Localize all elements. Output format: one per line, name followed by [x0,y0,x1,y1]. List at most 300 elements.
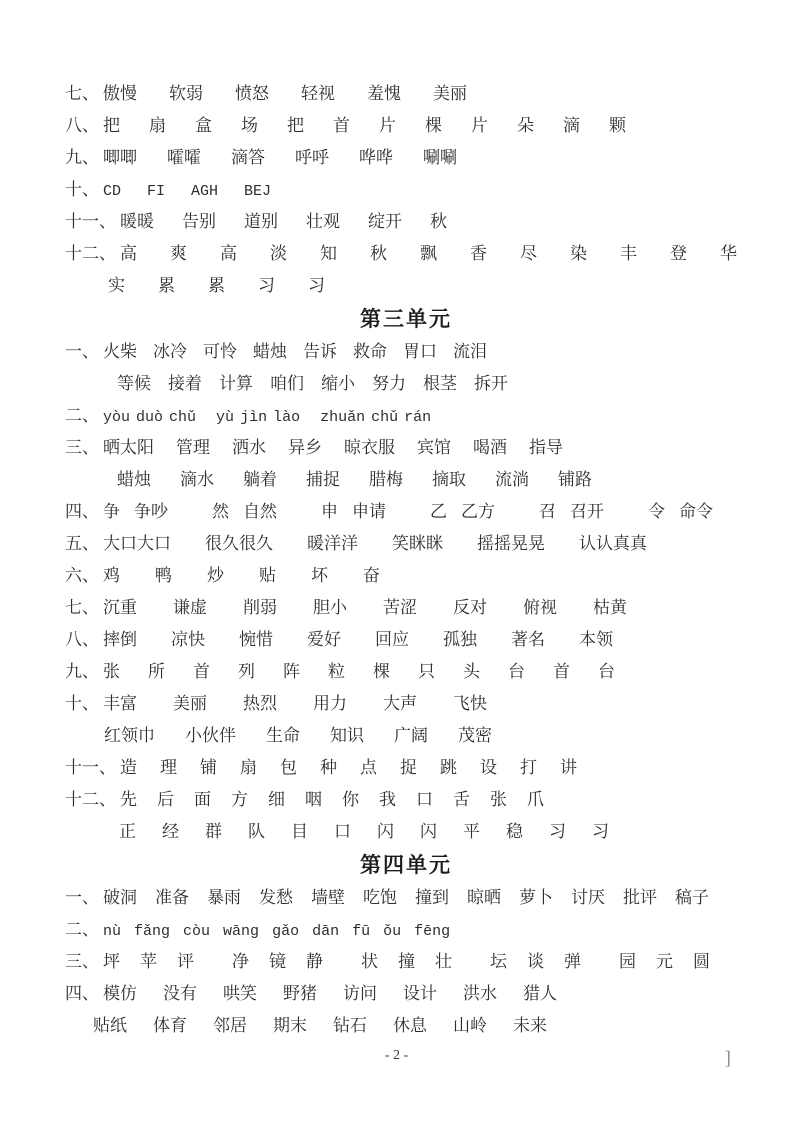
word: 然 [212,502,229,521]
word: BEJ [244,183,272,200]
word: 惋惜 [239,630,273,649]
word: 壮 [435,952,452,971]
word: 羞愧 [367,84,401,103]
word: 静 [306,952,323,971]
word: 闪 [420,822,437,841]
word: 自然 [243,502,277,521]
word-list [103,688,487,720]
word-line [65,368,747,400]
word: 阵 [283,662,300,681]
word: 接着 [168,374,202,393]
word: 枯黄 [593,598,627,617]
word: 反对 [453,598,487,617]
word: 唧唧 [103,148,137,167]
word: 暴雨 [207,888,241,907]
word: 壮观 [306,212,340,231]
word: 哄笑 [223,984,257,1003]
word: 吃饱 [363,888,397,907]
word: fǎng [134,923,171,940]
word: 本领 [579,630,613,649]
word: 大声 [383,694,417,713]
word: 回应 [375,630,409,649]
word: 贴纸 [93,1016,127,1035]
word: 把 [287,116,304,135]
word-list [103,978,557,1010]
word: 方 [231,790,248,809]
word-line [65,720,747,752]
word: 认认真真 [579,534,647,553]
word: 面 [194,790,211,809]
word: 园 [619,952,636,971]
word: 热烈 [243,694,277,713]
word-list [103,336,487,368]
word: 元 [656,952,673,971]
word: 净 [232,952,249,971]
word: 躺着 [243,470,277,489]
word: 张 [103,662,120,681]
word: 削弱 [243,598,277,617]
word: 美丽 [433,84,467,103]
word: 大口大口 [103,534,171,553]
word: 累 [158,276,175,295]
word: 状 [361,952,378,971]
word-line [65,174,747,206]
word-list [120,752,577,784]
word: 鸭 [155,566,172,585]
word: 飘 [420,244,437,263]
word: 经 [162,822,179,841]
line-label: 三、 [65,952,99,971]
word-line [65,400,747,432]
word: 跳 [440,758,457,777]
word: 蜡烛 [117,470,151,489]
word: 洪水 [463,984,497,1003]
word: nù [103,923,122,940]
word: 坛 [490,952,507,971]
word: 习 [308,276,325,295]
word: 努力 [372,374,406,393]
word-line [65,914,747,946]
word: fū [352,923,371,940]
word: 俯视 [523,598,557,617]
line-label: 九、 [65,148,99,167]
word: 晾晒 [467,888,501,907]
word: 棵 [425,116,442,135]
word: 撞到 [415,888,449,907]
word: 丰 [620,244,637,263]
word: 片 [471,116,488,135]
word-group [539,496,604,528]
word: 稳 [506,822,523,841]
word: 点 [360,758,377,777]
word-group [619,946,710,978]
word: 摇摇晃晃 [477,534,545,553]
word-group [103,496,168,528]
word-group [430,496,495,528]
word: 绽开 [368,212,402,231]
word: 唰唰 [423,148,457,167]
word: 圆 [693,952,710,971]
word: 坏 [311,566,328,585]
word: 暖洋洋 [307,534,358,553]
word-list [103,624,613,656]
word: 告别 [182,212,216,231]
word: chǔ [169,409,197,426]
word: 后 [157,790,174,809]
word: 软弱 [169,84,203,103]
word: 铺路 [558,470,592,489]
word-line [65,142,747,174]
word: 谈 [527,952,544,971]
word: 摔倒 [103,630,137,649]
word: 流泪 [453,342,487,361]
word: 所 [148,662,165,681]
word: yù [216,409,235,426]
word-line [65,946,747,978]
word-list [103,916,450,948]
word: 猎人 [523,984,557,1003]
word: 钻石 [333,1016,367,1035]
word: duò [136,409,164,426]
word-list [103,142,457,174]
word: 棵 [373,662,390,681]
page-footer [0,1048,793,1064]
word: 召开 [570,502,604,521]
word: 镜 [269,952,286,971]
word: 华 [720,244,737,263]
word: 访问 [343,984,377,1003]
word: 期末 [273,1016,307,1035]
word-group [103,946,194,978]
word-line [65,496,747,528]
word: 美丽 [173,694,207,713]
line-label: 五、 [65,534,99,553]
word: 召 [539,502,556,521]
word: 首 [333,116,350,135]
word: 正 [119,822,136,841]
word: 批评 [623,888,657,907]
word-list [117,464,592,496]
word: 习 [549,822,566,841]
word: 高 [120,244,137,263]
word: lào [273,409,301,426]
word: 张 [490,790,507,809]
word: 洒水 [232,438,266,457]
word-list [103,560,380,592]
word: ǒu [383,923,402,940]
word: 讲 [560,758,577,777]
word-list [93,1010,547,1042]
word: 指导 [529,438,563,457]
word-list [103,592,627,624]
word: 鸡 [103,566,120,585]
line-label: 四、 [65,984,99,1003]
word: 坪 [103,952,120,971]
word: 飞快 [453,694,487,713]
word: 弹 [564,952,581,971]
word: 申 [321,502,338,521]
word-line [65,270,747,302]
word: 理 [160,758,177,777]
word: 红领巾 [104,726,155,745]
word: 捕捉 [306,470,340,489]
line-label: 四、 [65,502,99,521]
word: chǔ [371,409,399,426]
word: dān [312,923,340,940]
word-list [119,816,609,848]
word: 生命 [266,726,300,745]
word-list [120,206,447,238]
word: 苦涩 [383,598,417,617]
word: 胃口 [403,342,437,361]
word-line [65,816,747,848]
word: 破洞 [103,888,137,907]
word: 包 [280,758,297,777]
word: 管理 [176,438,210,457]
word-list [103,78,467,110]
word: 苹 [140,952,157,971]
word-group [648,496,713,528]
word-group [321,496,386,528]
word: 根茎 [423,374,457,393]
word: 乙 [430,502,447,521]
word: 告诉 [303,342,337,361]
section-heading: 第三单元 [360,307,452,331]
word-group [216,402,300,434]
line-label: 十、 [65,694,99,713]
word: 滴 [563,116,580,135]
word-list [108,270,325,302]
line-label: 七、 [65,598,99,617]
word: 野猪 [283,984,317,1003]
word: 台 [598,662,615,681]
word-group [103,402,196,434]
word: yòu [103,409,131,426]
word: 命令 [679,502,713,521]
word: 种 [320,758,337,777]
word: 发愁 [259,888,293,907]
word: 先 [120,790,137,809]
word: 首 [553,662,570,681]
word: 爱好 [307,630,341,649]
word-line [65,432,747,464]
word: 习 [592,822,609,841]
word: 贴 [259,566,276,585]
word: 凉快 [171,630,205,649]
word: 等候 [117,374,151,393]
line-label: 六、 [65,566,99,585]
word-group [232,946,323,978]
word: 群 [205,822,222,841]
word: 盒 [195,116,212,135]
word-line [65,206,747,238]
word: 萝卜 [519,888,553,907]
word: 没有 [163,984,197,1003]
word-line [65,592,747,624]
line-label: 八、 [65,630,99,649]
word-group [361,946,452,978]
word: 评 [177,952,194,971]
section-heading: 第四单元 [360,853,452,877]
word: 火柴 [103,342,137,361]
word-list [103,946,710,978]
word: 蜡烛 [253,342,287,361]
word: 胆小 [313,598,347,617]
word: 淡 [270,244,287,263]
word: 习 [258,276,275,295]
word: 滴水 [180,470,214,489]
word: 傲慢 [103,84,137,103]
word: 实 [108,276,125,295]
word: wāng [223,923,260,940]
word: 冰冷 [153,342,187,361]
word-list [103,402,431,434]
word: 口 [334,822,351,841]
word: 讨厌 [571,888,605,907]
word: 喝酒 [473,438,507,457]
word: 打 [520,758,537,777]
line-label: 八、 [65,116,99,135]
word: 摘取 [432,470,466,489]
word-list [120,784,544,816]
line-label: 十一、 [65,212,116,231]
word: 扇 [149,116,166,135]
word: 登 [670,244,687,263]
word: 滴答 [231,148,265,167]
word: 捉 [400,758,417,777]
word-line [65,336,747,368]
word: 乙方 [461,502,495,521]
word: 台 [508,662,525,681]
word: 休息 [393,1016,427,1035]
word: 口 [416,790,433,809]
line-label: 二、 [65,406,99,425]
word: 累 [208,276,225,295]
word: 呼呼 [295,148,329,167]
word: 片 [379,116,396,135]
word: 奋 [363,566,380,585]
word: 首 [193,662,210,681]
word: 细 [268,790,285,809]
word: 炒 [207,566,224,585]
word: 舌 [453,790,470,809]
word: 广阔 [394,726,428,745]
word: 争 [103,502,120,521]
word: 缩小 [321,374,355,393]
word: 高 [220,244,237,263]
word-list [103,110,626,142]
word-group [212,496,277,528]
word: jìn [240,409,268,426]
word: 造 [120,758,137,777]
word: 笑眯眯 [392,534,443,553]
line-label: 三、 [65,438,99,457]
word: 令 [648,502,665,521]
word: AGH [191,183,219,200]
word: 秋 [370,244,387,263]
word-line [65,688,747,720]
word: 你 [342,790,359,809]
line-label: 十一、 [65,758,116,777]
word: 宾馆 [417,438,451,457]
word: 争吵 [134,502,168,521]
word: 异乡 [288,438,322,457]
word: 秋 [430,212,447,231]
word: 墙壁 [311,888,345,907]
word: 未来 [513,1016,547,1035]
line-label: 十二、 [65,244,116,263]
word-line [65,238,747,270]
word: 轻视 [301,84,335,103]
word: 可怜 [203,342,237,361]
word: 道别 [244,212,278,231]
word: 孤独 [443,630,477,649]
word: 闪 [377,822,394,841]
word: 用力 [313,694,347,713]
word-list [103,432,563,464]
line-label: 九、 [65,662,99,681]
word-list [104,720,492,752]
word: 小伙伴 [185,726,236,745]
word: 咽 [305,790,322,809]
word-line [65,656,747,688]
word: 很久很久 [205,534,273,553]
word: 晾衣服 [344,438,395,457]
word-line [65,978,747,1010]
word: zhuǎn [320,409,366,426]
line-label: 一、 [65,342,99,361]
word: 场 [241,116,258,135]
word: còu [183,923,211,940]
word-line [65,528,747,560]
word: FI [147,183,166,200]
word: 爪 [527,790,544,809]
word-list [103,176,271,208]
word: 晒太阳 [103,438,154,457]
word-line [65,784,747,816]
word: 救命 [353,342,387,361]
word-line [65,1010,747,1042]
word: 香 [470,244,487,263]
word: 粒 [328,662,345,681]
word-list [120,238,737,270]
word: gǎo [272,923,300,940]
word: 爽 [170,244,187,263]
word: rán [404,409,432,426]
word: 咱们 [270,374,304,393]
word: 只 [418,662,435,681]
word: 谦虚 [173,598,207,617]
word-group [490,946,581,978]
word-list [103,496,713,528]
page-number: - 2 - [384,1048,409,1063]
word-line [65,78,747,110]
word: 把 [103,116,120,135]
word: 暖暖 [120,212,154,231]
word: 平 [463,822,480,841]
word: fēng [414,923,451,940]
word: 拆开 [474,374,508,393]
word: 腊梅 [369,470,403,489]
word-line [65,560,747,592]
word: 我 [379,790,396,809]
word: 朵 [517,116,534,135]
word: 申请 [352,502,386,521]
line-label: 十二、 [65,790,116,809]
word: 列 [238,662,255,681]
margin-mark: ] [724,1048,731,1069]
word: 体育 [153,1016,187,1035]
